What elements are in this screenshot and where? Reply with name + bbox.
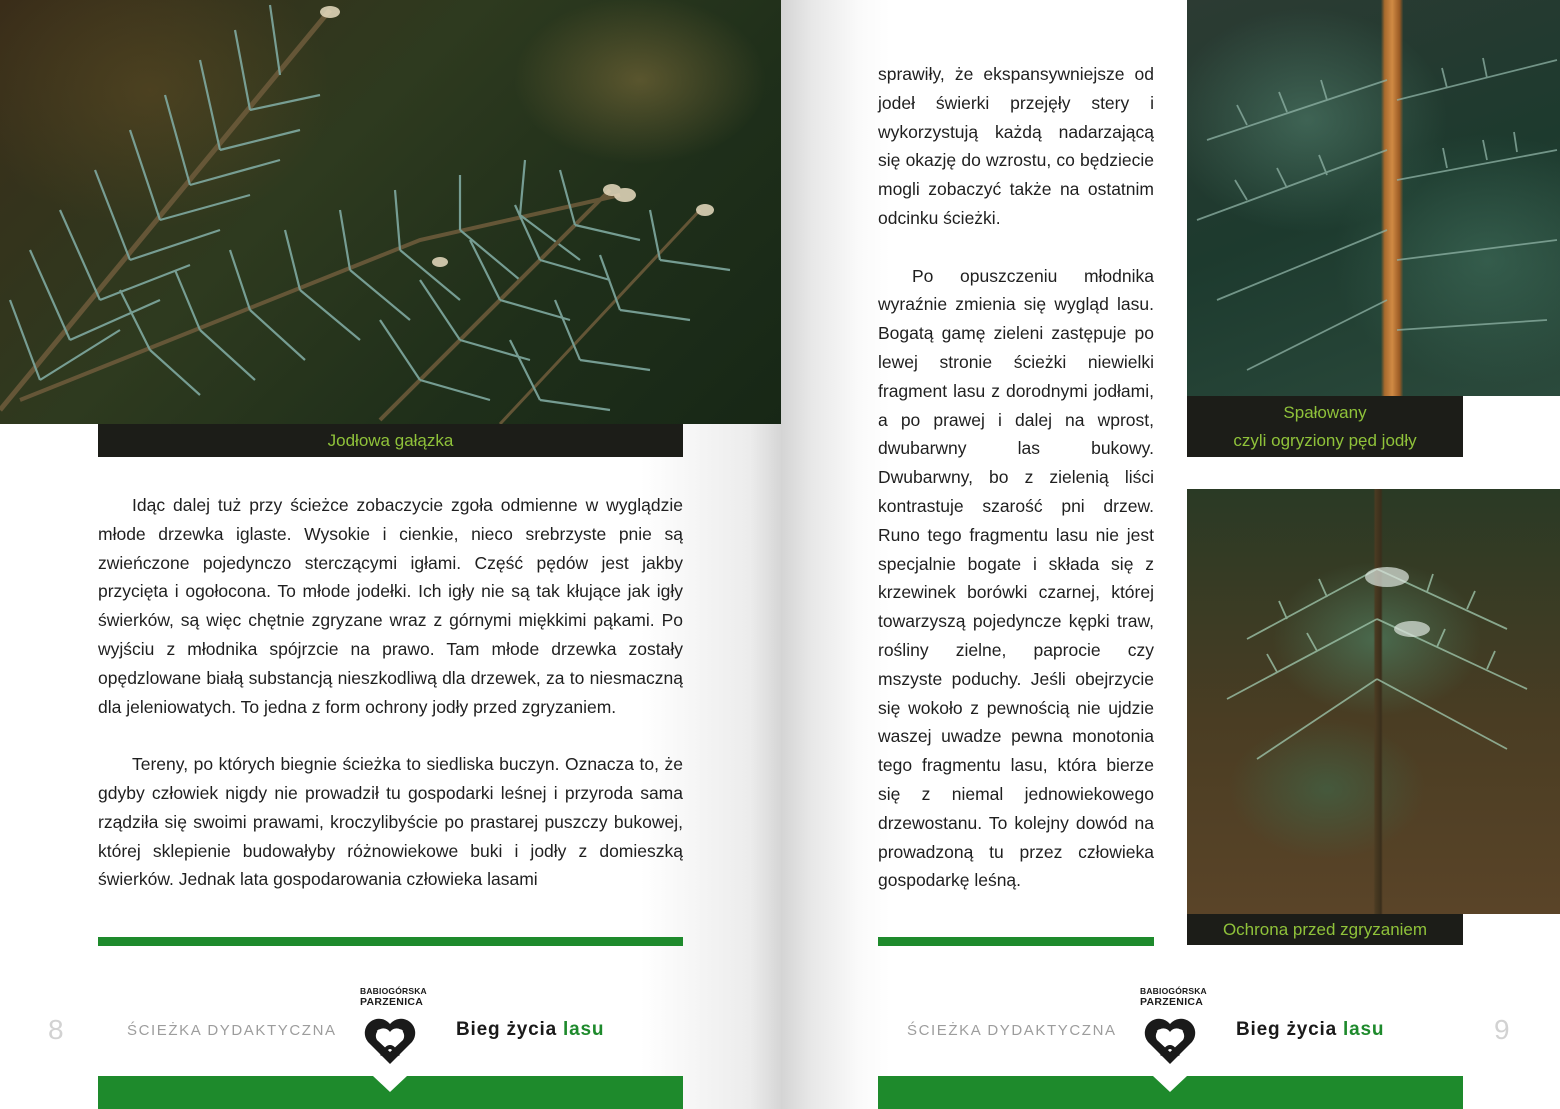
page-number-right: 9 — [1494, 1014, 1510, 1045]
right-paragraph-1: sprawiły, że ekspansywniejsze od jodeł świerki przejęły stery i wykorzystują każdą nadarzającą się okazję do wzrostu, co będziecie mogli zobaczyć także na ostatnim odcinku ścieżki. — [878, 64, 1154, 228]
footer-section-label-left: ŚCIEŻKA DYDAKTYCZNA — [127, 1022, 337, 1039]
caption-fir-branch — [98, 424, 683, 457]
parzenica-knot-icon — [360, 1012, 420, 1068]
parzenica-knot-icon — [1140, 1012, 1200, 1068]
caption-young-fir-text: Ochrona przed zgryzaniem — [1222, 919, 1428, 939]
right-paragraph-2: Po opuszczeniu młodnika wyraźnie zmienia się wygląd lasu. Bogatą gamę zieleni zastępuje po lewej stronie ścieżki niewielki fragment lasu z dorodnymi jodłami, a po prawej i dalej na wprost, dwubarwny las bukowy. Dwubarwny, bo z zielenią liści kontrastuje szarość pni drzew. Runo tego fragmentu lasu nie jest specjalnie bogate i składa się z krzewinek borówki czarnej, której towarzyszą pojedyncze kępki traw, rośliny zielne, paprocie czy mszyste poduchy. Jeśli obejrzycie się wokoło z pewnością nie ujdzie waszej uwadze pewna monotonia tego fragmentu lasu, która bierze się z niemal jednowiekowego drzewostanu. To kolejny dowód na prowadzoną tu przez człowieka gospodarkę leśną. — [878, 265, 1154, 891]
left-paragraph-1: Idąc dalej tuż przy ścieżce zobaczycie zgoła odmienne w wyglądzie młode drzewka iglaste. Wysokie i cienkie, nieco srebrzyste pnie są zwieńczone pojedynczo sterczącymi igłami. Część pędów jest jakby przycięta i ogołocona. To młode jodełki. Ich igły nie są tak kłujące jak igły świerków, są więc chętnie zgryzane wraz z górnymi miękkimi pąkami. Po wyjściu z młodnika spójrzcie na prawo. Tam młode drzewka zostały opędzlowane białą substancją nieszkodliwą dla drzewek, za to niesmaczną dla jeleniowatych. To jedna z form ochrony jodły przed zgryzaniem. — [98, 495, 683, 717]
footer-title-accent: lasu — [1343, 1019, 1385, 1040]
footer-title-right — [1236, 1019, 1384, 1041]
footer-title-accent: lasu — [563, 1019, 605, 1040]
young-fir-illustration — [1187, 489, 1560, 914]
logo-pointer-right — [1153, 1076, 1187, 1092]
logo-pointer-left — [373, 1076, 407, 1092]
right-green-rule — [878, 937, 1154, 946]
footer-title-left — [456, 1019, 604, 1041]
page-number-left: 8 — [48, 1014, 64, 1045]
logo-line2: PARZENICA — [360, 996, 424, 1008]
logo-line2: PARZENICA — [1140, 996, 1204, 1008]
footer-title-main: Bieg życia — [1236, 1019, 1344, 1040]
caption-stripped-shoot-line1: Spałowany — [1283, 402, 1367, 422]
stripped-fir-shoot-photo — [1187, 0, 1560, 396]
right-body-text — [878, 60, 1154, 895]
footer-title-main: Bieg życia — [456, 1019, 564, 1040]
footer-section-label-right: ŚCIEŻKA DYDAKTYCZNA — [907, 1022, 1117, 1039]
caption-young-fir — [1187, 914, 1463, 945]
fir-branch-photo — [0, 0, 781, 424]
logo-line1: BABIOGÓRSKA — [1140, 986, 1207, 996]
stripped-shoot-illustration — [1187, 0, 1560, 396]
fir-branch-illustration — [0, 0, 781, 424]
caption-stripped-shoot-line2: czyli ogryziony pęd jodły — [1233, 430, 1417, 450]
logo-left — [360, 986, 427, 1068]
caption-fir-branch-text: Jodłowa gałązka — [327, 430, 454, 450]
logo-right — [1140, 986, 1207, 1068]
left-green-rule — [98, 937, 683, 946]
left-body-text — [98, 491, 683, 894]
young-fir-protection-photo — [1187, 489, 1560, 914]
caption-stripped-shoot — [1187, 396, 1463, 457]
left-paragraph-2: Tereny, po których biegnie ścieżka to siedliska buczyn. Oznacza to, że gdyby człowiek nigdy nie prowadził tu gospodarki leśnej i przyroda sama rządziła się swoimi prawami, kroczylibyście po prastarej puszczy bukowej, której sklepienie budowałyby różnowiekowe buki i jodły z domieszką świerków. Jednak lata gospodarowania człowieka lasami — [98, 754, 683, 890]
logo-line1: BABIOGÓRSKA — [360, 986, 427, 996]
